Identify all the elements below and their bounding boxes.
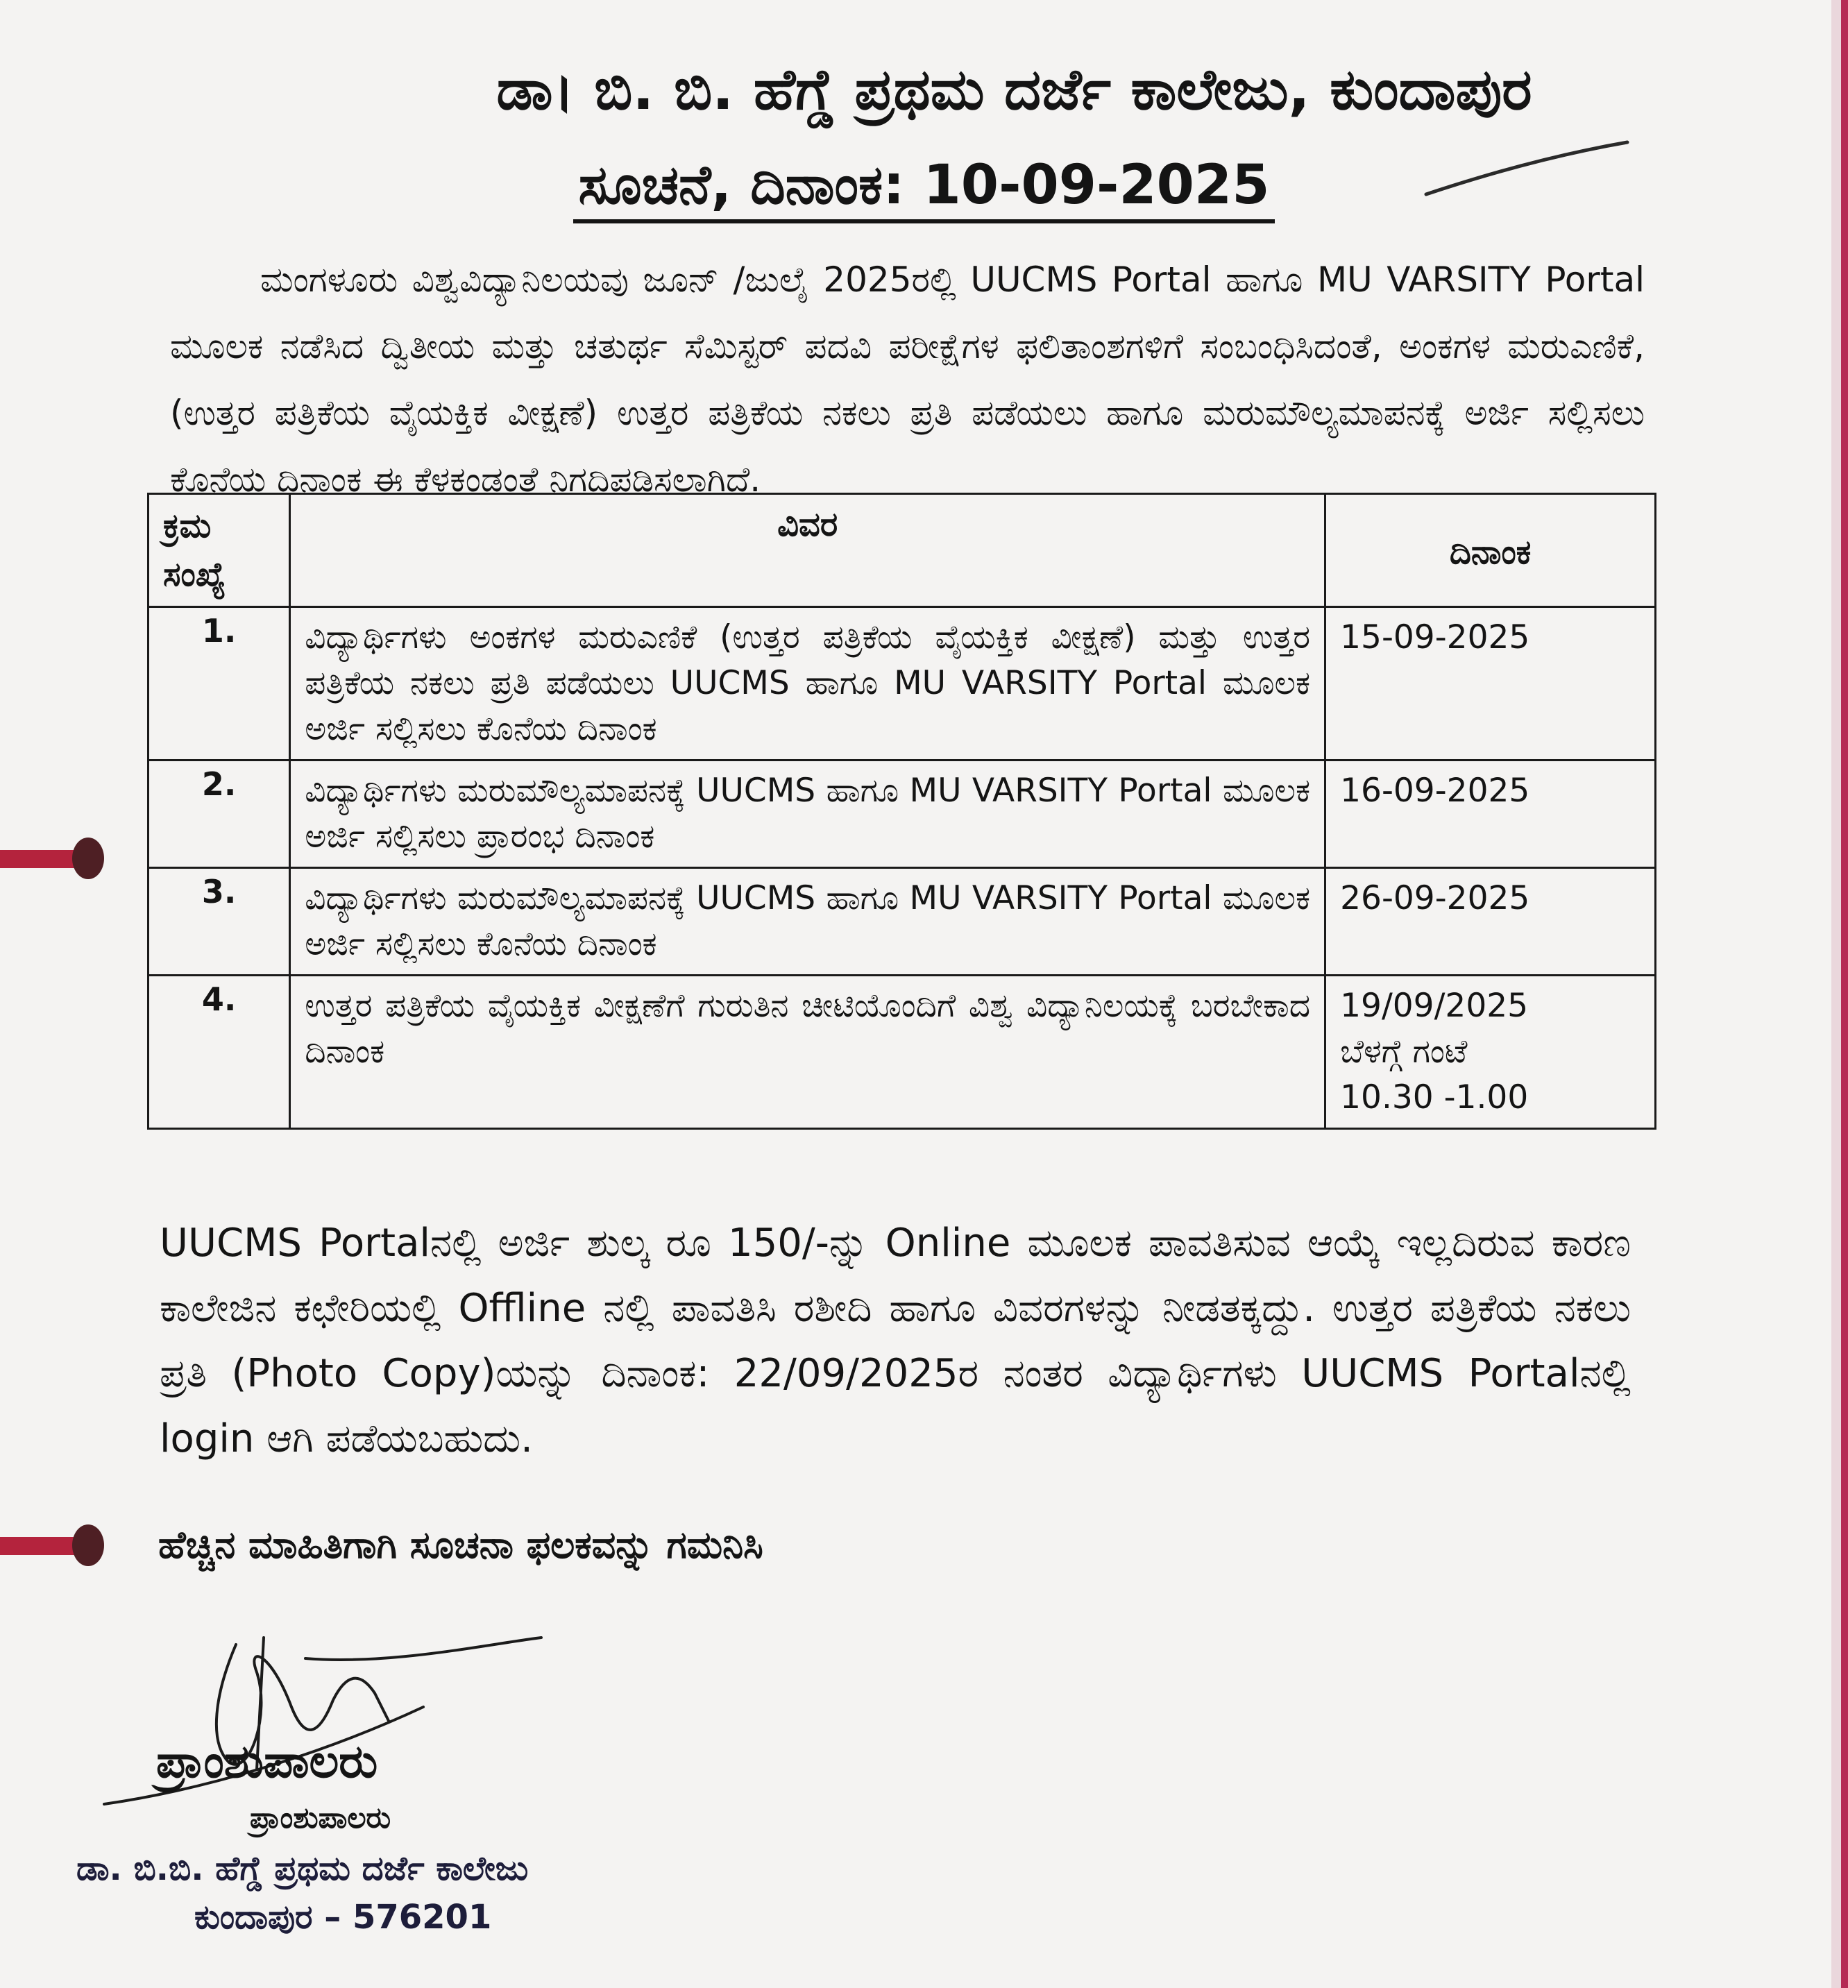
seal-place: ಕುಂದಾಪುರ – 576201 [194, 1898, 492, 1937]
row-details: ವಿದ್ಯಾರ್ಥಿಗಳು ಅಂಕಗಳ ಮರುಎಣಿಕೆ (ಉತ್ತರ ಪತ್ರಿಕೆಯ ವೈಯಕ್ತಿಕ ವೀಕ್ಷಣೆ) ಮತ್ತು ಉತ್ತರ ಪತ್ರಿಕೆಯ ನಕಲು ಪ್ರತಿ ಪಡೆಯಲು UUCMS ಹಾಗೂ MU VARSITY Portal ಮೂಲಕ ಅರ್ಜಿ ಸಲ್ಲಿಸಲು ಕೊನೆಯ ದಿನಾಂಕ [290, 607, 1325, 761]
row-number: 4. [149, 976, 290, 1129]
signatory-title: ಪ್ರಾಂಶುಪಾಲರು [156, 1735, 378, 1788]
notice-title [0, 154, 1848, 217]
college-name: ಡಾ। ಬಿ. ಬಿ. ಹೆಗ್ಡೆ ಪ್ರಥಮ ದರ್ಜೆ ಕಾಲೇಜು, ಕುಂದಾಪುರ [496, 57, 1532, 123]
payment-note: UUCMS Portalನಲ್ಲಿ ಅರ್ಜಿ ಶುಲ್ಕ ರೂ 150/-ನ್ನು Online ಮೂಲಕ ಪಾವತಿಸುವ ಆಯ್ಕೆ ಇಲ್ಲದಿರುವ ಕಾರಣ ಕಾಲೇಜಿನ ಕಛೇರಿಯಲ್ಲಿ Offline ನಲ್ಲಿ ಪಾವತಿಸಿ ರಶೀದಿ ಹಾಗೂ ವಿವರಗಳನ್ನು ನೀಡತಕ್ಕದ್ದು. ಉತ್ತರ ಪತ್ರಿಕೆಯ ನಕಲು ಪ್ರತಿ (Photo Copy)ಯನ್ನು ದಿನಾಂಕ: 22/09/2025ರ ನಂತರ ವಿದ್ಯಾರ್ಥಿಗಳು UUCMS Portalನಲ್ಲಿ login ಆಗಿ ಪಡೆಯಬಹುದು. [160, 1221, 1631, 1461]
intro-paragraph: ಮಂಗಳೂರು ವಿಶ್ವವಿದ್ಯಾನಿಲಯವು ಜೂನ್ /ಜುಲೈ 2025ರಲ್ಲಿ UUCMS Portal ಹಾಗೂ MU VARSITY Portal ಮೂಲಕ ನಡೆಸಿದ ದ್ವಿತೀಯ ಮತ್ತು ಚತುರ್ಥ ಸೆಮಿಸ್ಟರ್ ಪದವಿ ಪರೀಕ್ಷೆಗಳ ಫಲಿತಾಂಶಗಳಿಗೆ ಸಂಬಂಧಿಸಿದಂತೆ, ಅಂಕಗಳ ಮರುಎಣಿಕೆ, (ಉತ್ತರ ಪತ್ರಿಕೆಯ ವೈಯಕ್ತಿಕ ವೀಕ್ಷಣೆ) ಉತ್ತರ ಪತ್ರಿಕೆಯ ನಕಲು ಪ್ರತಿ ಪಡೆಯಲು ಹಾಗೂ ಮರುಮೌಲ್ಯಮಾಪನಕ್ಕೆ ಅರ್ಜಿ ಸಲ್ಲಿಸಲು ಕೊನೆಯ ದಿನಾಂಕ ಈ ಕೆಳಕಂಡಂತೆ ನಿಗದಿಪಡಿಸಲಾಗಿದೆ. [170, 260, 1645, 500]
header-serial: ಕ್ರಮ ಸಂಖ್ಯೆ [149, 494, 290, 607]
table-header-row [149, 494, 1656, 607]
seal-college: ಡಾ. ಬಿ.ಬಿ. ಹೆಗ್ಡೆ ಪ್ರಥಮ ದರ್ಜೆ ಕಾಲೇಜು [76, 1849, 529, 1888]
row-time-label: ಬೆಳಗ್ಗೆ ಗಂಟೆ [1340, 1033, 1468, 1071]
info-note: ಹೆಚ್ಚಿನ ಮಾಹಿತಿಗಾಗಿ ಸೂಚನಾ ಫಲಕವನ್ನು ಗಮನಿಸಿ [158, 1523, 763, 1567]
table-row [149, 761, 1656, 868]
row-date: 26-09-2025 [1325, 868, 1656, 976]
row-date: 19/09/2025 [1340, 987, 1529, 1025]
row-number: 3. [149, 868, 290, 976]
schedule-table [147, 493, 1656, 1130]
row-date: 16-09-2025 [1325, 761, 1656, 868]
page-edge-tint [1831, 0, 1841, 1988]
table-row [149, 976, 1656, 1129]
binding-thread-top [0, 850, 90, 868]
row-details: ವಿದ್ಯಾರ್ಥಿಗಳು ಮರುಮೌಲ್ಯಮಾಪನಕ್ಕೆ UUCMS ಹಾಗೂ MU VARSITY Portal ಮೂಲಕ ಅರ್ಜಿ ಸಲ್ಲಿಸಲು ಕೊನೆಯ ದಿನಾಂಕ [290, 868, 1325, 976]
table-row [149, 607, 1656, 761]
notice-title-text: ಸೂಚನೆ, ದಿನಾಂಕ: 10-09-2025 [573, 154, 1275, 223]
row-details: ಉತ್ತರ ಪತ್ರಿಕೆಯ ವೈಯಕ್ತಿಕ ವೀಕ್ಷಣೆಗೆ ಗುರುತಿನ ಚೀಟಿಯೊಂದಿಗೆ ವಿಶ್ವ ವಿದ್ಯಾನಿಲಯಕ್ಕೆ ಬರಬೇಕಾದ ದಿನಾಂಕ [290, 976, 1325, 1129]
table-row [149, 868, 1656, 976]
header-details: ವಿವರ [290, 494, 1325, 607]
row-details: ವಿದ್ಯಾರ್ಥಿಗಳು ಮರುಮೌಲ್ಯಮಾಪನಕ್ಕೆ UUCMS ಹಾಗೂ MU VARSITY Portal ಮೂಲಕ ಅರ್ಜಿ ಸಲ್ಲಿಸಲು ಪ್ರಾರಂಭ ದಿನಾಂಕ [290, 761, 1325, 868]
page-edge [1841, 0, 1848, 1988]
seal-title: ಪ್ರಾಂಶುಪಾಲರು [250, 1801, 391, 1835]
row-number: 2. [149, 761, 290, 868]
row-date-time [1325, 976, 1656, 1129]
binding-thread-bottom [0, 1537, 90, 1555]
header-date: ದಿನಾಂಕ [1325, 494, 1656, 607]
row-number: 1. [149, 607, 290, 761]
principal-signature [97, 1631, 583, 1825]
row-date: 15-09-2025 [1325, 607, 1656, 761]
row-time: 10.30 -1.00 [1340, 1078, 1529, 1116]
